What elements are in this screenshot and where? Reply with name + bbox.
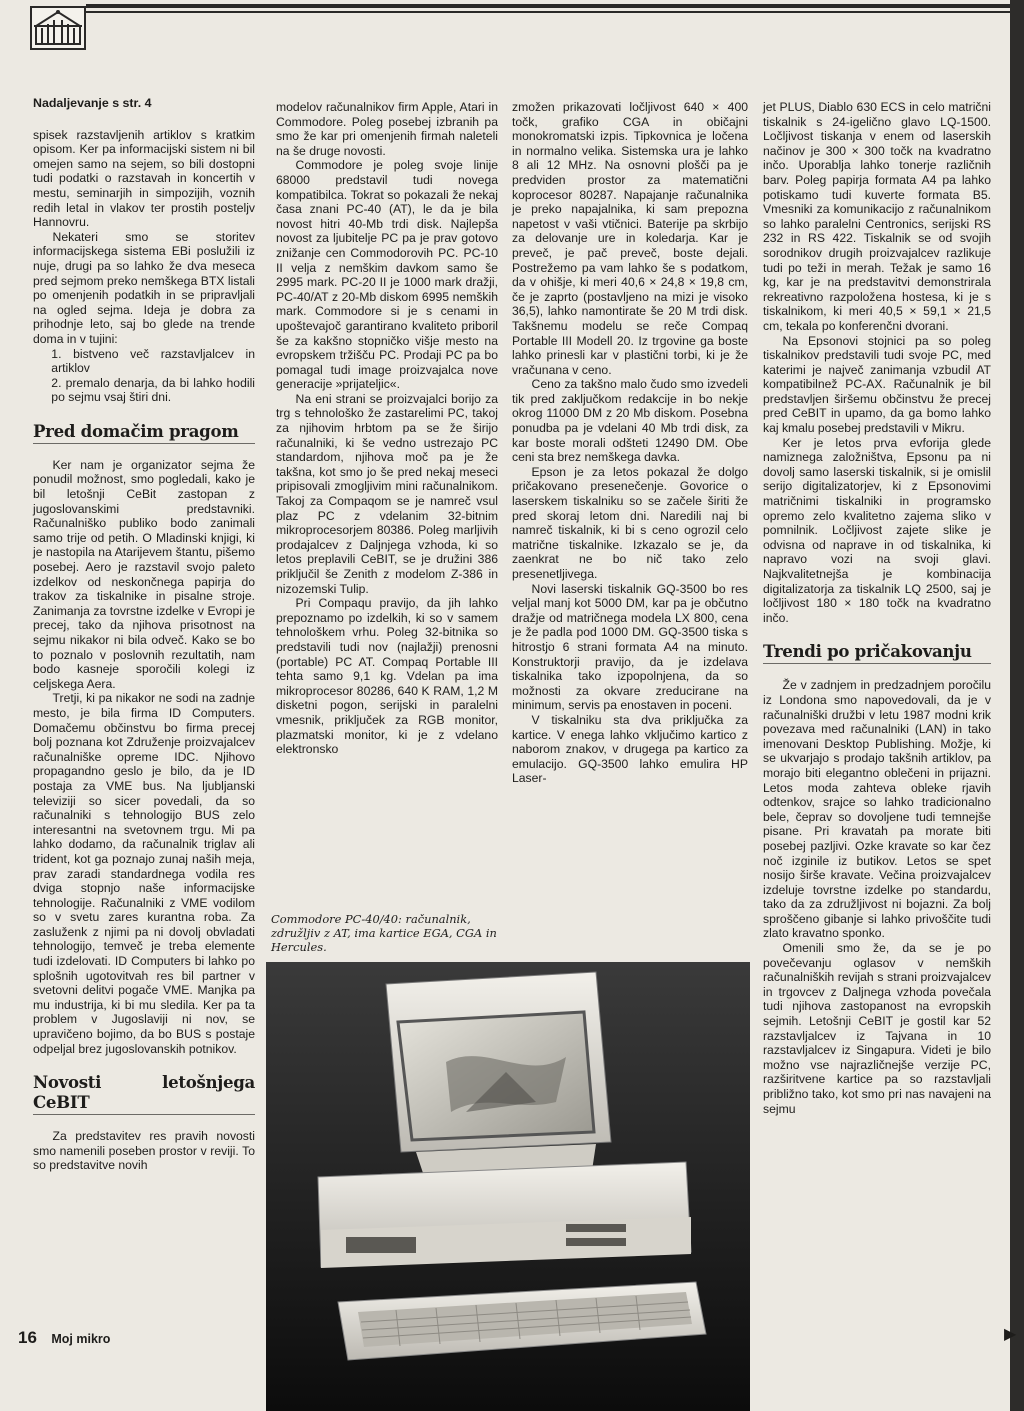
paragraph: Epson je za letos pokazal že dolgo pričakovano presenečenje. Govorice o laserskem tiskalniku so se začele širiti že pred skoraj letom dni. Naredili naj bi namreč tiskalnik, ki bi s ceno ogrozil celo matrične tiskalnike. Izkazalo se je, da zaenkrat ne bo nič tako zelo presenetljivega.	[512, 464, 748, 581]
page-edge-shadow	[1010, 0, 1024, 1411]
column-4	[763, 100, 991, 1116]
section-heading: Novosti letošnjega CeBIT	[33, 1072, 255, 1115]
header-rule-thin	[86, 11, 1010, 13]
section-heading: Trendi po pričakovanju	[763, 641, 991, 664]
paragraph: Omenili smo že, da se je po povečevanju oglasov v nemških računalniških revijah s strani proizvajalcev in trgovcev z Daljnega vzhoda povečala tudi njihova zastopanost na evropskih sejmih. Letošnji CeBIT je gostil kar 52 razstavljalcev iz Tajvana in 10 razstavljalcev iz Singapura. Videti je bilo možno vse najrazličnejše verzije PC, razširitvene kartice pa so razstavljali približno tako, kot smo pri nas navajeni na sejmu	[763, 941, 991, 1116]
paragraph: Ceno za takšno malo čudo smo izvedeli tik pred zaključkom redakcije in bo nekje okrog 11000 DM z 20 Mb diskom. Posebna ponudba pa je vdelani 40 Mb trdi disk, za kar boste morali odšteti 12490 DM. Obe ceni sta brez nemškega davka.	[512, 377, 748, 465]
paragraph: Na Epsonovi stojnici pa so poleg tiskalnikov predstavili tudi svoje PC, med katerimi je največ zanimanja vzbudil AT kompatibilnež PC-AX. Računalnik je bil predstavljen širšemu občinstvu že precej pred CeBIT in upamo, da ga bomo lahko kaj kmalu posebej predstavili v Mikru.	[763, 333, 991, 436]
paragraph: Commodore je poleg svoje linije 68000 predstavil tudi novega kompatibilca. Tokrat so pokazali že nekaj časa znani PC-40 (AT), le da je bila novost hitri 40-Mb trdi disk. Najlepša novost za ljubitelje PC pa je prav gotovo znižanje cen Commodorovih PC. PC-10 II velja z nemškim davkom samo še 2995 mark. PC-20 II je 1000 mark dražji, PC-40/AT z 20-Mb diskom 6995 nemških mark. Commodore si je s cenami in upoštevajoč garantirano kvaliteto priboril še za kakšno stopničko višje mesto na evropskem tržišču PC. Prodaji PC pa bo pomagal tudi image proizvajalca nove generacije »prijateljic«.	[276, 158, 498, 392]
commodore-pc-photo	[266, 962, 750, 1411]
page-header-bar	[0, 0, 1024, 48]
column-2	[276, 100, 498, 757]
list-item: 2. premalo denarja, da bi lahko hodili po sejmu vsaj štiri dni.	[51, 375, 255, 405]
paragraph: jet PLUS, Diablo 630 ECS in celo matrični tiskalnik s 24-igelično glavo LQ-1500. Ločljivost tiskanja v enem od laserskih načinov je 300 × 300 točk na kvadratno inčo. Uporablja lahko tonerje različnih barv. Poleg papirja formata A4 pa lahko potiskamo tudi kuverte formata B5. Vmesniki za komunikacijo z računalnikom so lahko paralelni Centronics, serijski RS 232 in RS 422. Tiskalnik se od svojih sorodnikov drugih proizvajalcev razlikuje tudi po teži in merah. Težak je samo 16 kg, kar je na predstavitvi demonstrirala rekreativno razpoložena hostesa, ki je s tiskalnikom, ki meri 40,5 × 59,1 × 21,5 cm, tekala po konferenčni dvorani.	[763, 100, 991, 333]
paragraph: Že v zadnjem in predzadnjem poročilu iz Londona smo napovedovali, da je v računalniški družbi v letu 1987 modni krik povezava med računalniki (LAN) in tako imenovani Desktop Publishing. Možje, ki se ukvarjajo s prodajo takšnih artiklov, pa morajo biti elegantno oblečeni in prijazni. Letos moda zahteva obleke rjavih odtenkov, srajce so lahko tradicionalno bele, čeprav so dovoljene tudi temnejše pisane. Pri kravatah pa morate biti posebej pazljivi. Ozke kravate so kar čez noč izginile iz butikov. Letos se spet nosijo širše kravate. Večina proizvajalcev izdeluje tovrstne izdelke po standardu, tako da za združljivost ni bojazni. Za bolj sproščeno gibanje si lahko privoščite tudi zlato kravatno sponko.	[763, 678, 991, 941]
paragraph: V tiskalniku sta dva priključka za kartice. V enega lahko vključimo kartico z naborom znakov, v drugega pa kartico za emulacijo. GQ-3500 lahko emulira HP Laser-	[512, 712, 748, 786]
paragraph: Novi laserski tiskalnik GQ-3500 bo res veljal manj kot 5000 DM, kar pa je občutno dražje od matričnega modela LX 800, cena je že padla pod 1000 DM. GQ-3500 tiska s hitrostjo 6 strani formata A4 na minuto. Konstruktorji pravijo, da je izdelava tiskalnika tako izpopolnjena, da so možnosti za okvare zreducirane na minimum, servis pa enostaven in poceni.	[512, 581, 748, 713]
circus-tent-logo-icon	[30, 6, 86, 50]
paragraph: zmožen prikazovati ločljivost 640 × 400 točk, grafiko CGA in običajni monokromatski izpis. Tipkovnica je ločena in normalno velika. Sistemska ura je lahko 8 ali 12 MHz. Na osnovni plošči pa je predviden prostor za matematični koprocesor 80287. Napajanje računalnika je preko napajalnika, ki sam prepozna napetost v vaši vtičnici. Baterije pa skrbijo za delovanje ure in koledarja. Kar je preveč, je pač preveč, boste dejali. Postrežemo pa vam lahko še s podatkom, da v ohišje, ki meri 40,6 × 24,8 × 19,8 cm, če je zaprto (postavljeno na mizi je visoko 36,5), lahko namontirate še 20 M trdi disk. Takšnemu modelu se reče Compaq Portable III Modell 20. Iz trgovine ga boste lahko prinesli kar v plastični torbi, ki je že vračunana v ceno.	[512, 100, 748, 377]
column-1	[33, 96, 255, 1173]
continue-arrow-icon: ▶	[1004, 1326, 1017, 1343]
list-item: 1. bistveno več razstavljalcev in artiklov	[51, 346, 255, 376]
header-rule	[86, 4, 1010, 8]
paragraph: Ker nam je organizator sejma že ponudil možnost, smo pogledali, kako je bil letošnji CeBit zastopan z jugoslovanskimi predstavniki. Računalniško publiko bodo zanimali samo trije od petih. O Mladinski knjigi, ki je nastopila na Atarijevem štantu, pišemo posebej. Aero je razstavil svojo paleto izdelkov od neskončnega papirja do trakov za tiskalnike in pisalne stroje. Zanimanja za tovrstne izdelke v Evropi je precej, tako da njihova prisotnost na sejmu nikakor ni bila odveč. Kako se bo to poznalo v poslovnih rezultatih, nam bodo kasneje sporočili kolegi iz celjskega Aera.	[33, 457, 255, 691]
paragraph: Tretji, ki pa nikakor ne sodi na zadnje mesto, je bila firma ID Computers. Domačemu občinstvu bo firma precej bolj poznana kot Združenje proizvajalcev računalniške opreme IDC. Njihovo propagandno geslo je bilo, da je ID postaja za VME bus. Na ljubljanski televiziji so sicer povedali, da so računalniki s tehnologijo BUS zelo interesantni na svetovnem trgu. Mi pa lahko dodamo, da računalnik triglav ali trident, kot ga poznajo zunaj naših meja, prav zaradi standardnega vodila res dviga stopnjo naše informacijske tehnologije. Računalniki z VME vodilom so v svetu zares kurantna roba. Za zasluženk z njimi pa ni dovolj obvladati tehnologijo, temveč je treba elemente tudi izdelovati. ID Computers bi lahko po splošnih ugotovitvah res bil partner v svetovni delitvi pogače VME. Manjka pa mu industrija, ki bi mu sledila. Ker pa ta problem v Jugoslaviji ni nov, se upravičeno bojimo, da bo BUS s postaje odpeljal brez jugoslovanskih potnikov.	[33, 691, 255, 1056]
continued-note: Nadaljevanje s str. 4	[33, 96, 152, 110]
paragraph: Nekateri smo se storitev informacijskega sistema EBi poslužili iz nuje, drugi pa so lahko že dva meseca pred sejmom preko nemškega BTX listali po omenjenih podatkih in se pripravljali na ogled sejma. Ideja je dobra za prihodnje leto, saj bo glede na trende doma in v tujini:	[33, 229, 255, 346]
paragraph: modelov računalnikov firm Apple, Atari in Commodore. Poleg posebej izbranih pa smo že kar pri omenjenih firmah naleteli na še druge novosti.	[276, 100, 498, 158]
magazine-name: Moj mikro	[51, 1332, 111, 1346]
figure-caption: Commodore PC-40/40: računalnik, združljiv z AT, ima kartice EGA, CGA in Hercules.	[271, 912, 497, 954]
paragraph: spisek razstavljenih artiklov s kratkim opisom. Ker pa informacijski sistem ni bil omejen samo na sejem, so bili dostopni tudi podatki o razstavah in koncertih v mestu, seminarjih in simpozijih, voznih redih letal in vlakov ter prostih posteljv Hannovru.	[33, 127, 255, 230]
paragraph: Ker je letos prva evforija glede namiznega založništva, Epsonu pa ni dovolj samo laserski tiskalnik, si je omislil serijo digitalizatorjev, ki z Epsonovimi matričnimi tiskalniki in programsko opremo zelo kvalitetno zajema sliko v pomnilnik. Ločljivost zajete slike je odvisna od naprave in od tiskalnika, ki napravo vozi na svoji glavi. Najkvalitetnejša je kombinacija digitalizatorja za tiskalnik LQ 2500, saj je ločljivost 180 × 180 točk na kvadratno inčo.	[763, 435, 991, 625]
page-footer	[18, 1328, 110, 1348]
column-3	[512, 100, 748, 786]
paragraph: Na eni strani se proizvajalci borijo za trg s tehnološko že zastarelimi PC, takoj za njihovim hrbtom pa se že širijo računalniki, ki še vedno ustrezajo PC standardom, njihova moč pa je že takšna, kot smo jo še pred nekaj meseci pripisovali zmogljivim mini računalnikom. Takoj za Compaqom se je namreč vsul plaz PC z vdelanim 32-bitnim mikroprocesorjem 80386. Poleg marljivih prodajalcev z Daljnjega vzhoda, ki so letos preplavili CeBIT, se je družini 386 priključil še Zenith z modelom Z-386 in nizozemski Tulip.	[276, 391, 498, 596]
paragraph: Za predstavitev res pravih novosti smo namenili poseben prostor v reviji. To so predstavitve novih	[33, 1129, 255, 1173]
page-number: 16	[18, 1328, 37, 1347]
paragraph: Pri Compaqu pravijo, da jih lahko prepoznamo po izdelkih, ki so v samem tehnološkem vrhu. Poleg 32-bitnika so predstavili tudi nov (najlažji) prenosni (portable) PC AT. Compaq Portable III tehta samo 9,1 kg. Vdelan pa ima mikroprocesor 80286, 640 K RAM, 1,2 M disketni pogon, serijski in paralelni vmesnik, priključek za RGB monitor, plazmatski monitor, ki je z vdelano elektronsko	[276, 596, 498, 757]
section-heading: Pred domačim pragom	[33, 421, 255, 444]
